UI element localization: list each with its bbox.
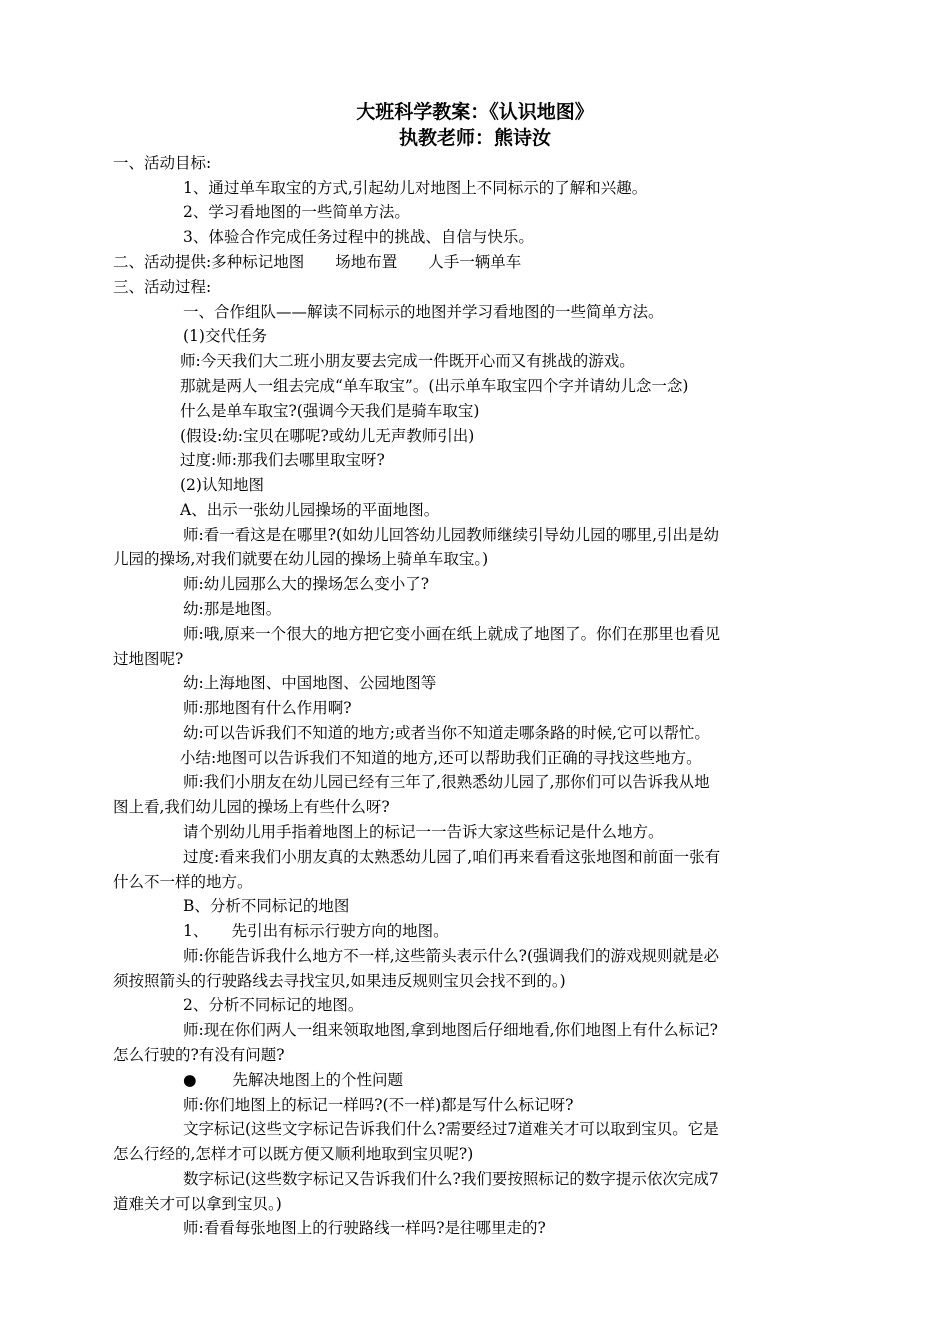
text-line: 三、活动过程: xyxy=(113,278,212,296)
bullet-icon: ● xyxy=(183,1071,197,1089)
text-line: 师:那地图有什么作用啊? xyxy=(183,699,352,717)
teacher-line: 执教老师：熊诗汝 xyxy=(398,127,551,149)
text-line: 2、分析不同标记的地图。 xyxy=(183,996,364,1014)
text-line: 师:幼儿园那么大的操场怎么变小了? xyxy=(183,575,430,593)
text-line: 师:你能告诉我什么地方不一样,这些箭头表示什么?(强调我们的游戏规则就是必 xyxy=(183,947,720,965)
text-line: 3、体验合作完成任务过程中的挑战、自信与快乐。 xyxy=(183,228,534,246)
text-line: 师:现在你们两人一组来领取地图,拿到地图后仔细地看,你们地图上有什么标记? xyxy=(183,1021,718,1039)
text-line: 师:我们小朋友在幼儿园已经有三年了,很熟悉幼儿园了,那你们可以告诉我从地 xyxy=(183,773,710,791)
text-line: 二、活动提供:多种标记地图 场地布置 人手一辆单车 xyxy=(113,253,522,271)
text-line: 过度:看来我们小朋友真的太熟悉幼儿园了,咱们再来看看这张地图和前面一张有 xyxy=(183,848,721,866)
text-line: A、出示一张幼儿园操场的平面地图。 xyxy=(180,501,440,519)
text-line: 师:哦,原来一个很大的地方把它变小画在纸上就成了地图了。你们在那里也看见 xyxy=(183,625,721,643)
text-line: 一、活动目标: xyxy=(113,154,212,172)
bullet-line xyxy=(183,1068,865,1092)
text-line: 师:你们地图上的标记一样吗?(不一样)都是写什么标记呀? xyxy=(183,1096,574,1114)
text-line: 怎么行驶的?有没有问题? xyxy=(113,1046,285,1064)
text-line: 一、合作组队——解读不同标示的地图并学习看地图的一些简单方法。 xyxy=(183,303,664,321)
text-line: 1、 先引出有标示行驶方向的地图。 xyxy=(183,922,449,940)
text-line: (假设:幼:宝贝在哪呢?或幼儿无声教师引出) xyxy=(180,427,475,445)
text-line: 儿园的操场,对我们就要在幼儿园的操场上骑单车取宝。) xyxy=(113,550,489,568)
text-line: 师:今天我们大二班小朋友要去完成一件既开心而又有挑战的游戏。 xyxy=(180,352,635,370)
text-line: 小结:地图可以告诉我们不知道的地方,还可以帮助我们正确的寻找这些地方。 xyxy=(180,749,702,767)
text-line: 幼:可以告诉我们不知道的地方;或者当你不知道走哪条路的时候,它可以帮忙。 xyxy=(183,724,710,742)
text-line: 幼:那是地图。 xyxy=(183,600,282,618)
text-line: 幼:上海地图、中国地图、公园地图等 xyxy=(183,674,437,692)
text-line: 怎么行经的,怎样才可以既方便又顺利地取到宝贝呢?) xyxy=(113,1145,474,1163)
text-line: 那就是两人一组去完成“单车取宝”。(出示单车取宝四个字并请幼儿念一念) xyxy=(180,377,689,395)
text-line: 先解决地图上的个性问题 xyxy=(232,1071,404,1089)
text-line: 什么不一样的地方。 xyxy=(113,873,253,891)
text-line: 过地图呢? xyxy=(113,650,184,668)
text-line: 2、学习看地图的一些简单方法。 xyxy=(183,203,410,221)
text-line: 图上看,我们幼儿园的操场上有些什么呀? xyxy=(113,798,390,816)
text-line: 请个别幼儿用手指着地图上的标记一一告诉大家这些标记是什么地方。 xyxy=(183,823,664,841)
text-line: 什么是单车取宝?(强调今天我们是骑车取宝) xyxy=(180,402,480,420)
text-line: 文字标记(这些文字标记告诉我们什么?需要经过7道难关才可以取到宝贝。它是 xyxy=(183,1120,719,1138)
text-line: 师:看看每张地图上的行驶路线一样吗?是往哪里走的? xyxy=(183,1219,546,1237)
text-line: 须按照箭头的行驶路线去寻找宝贝,如果违反规则宝贝会找不到的。) xyxy=(113,972,566,990)
text-line: B、分析不同标记的地图 xyxy=(183,897,350,915)
document-title: 大班科学教案：《认识地图》 xyxy=(356,101,594,123)
text-line: 道难关才可以拿到宝贝。) xyxy=(113,1195,282,1213)
text-line: 数字标记(这些数字标记又告诉我们什么?我们要按照标记的数字提示依次完成7 xyxy=(183,1170,719,1188)
text-line: (1)交代任务 xyxy=(183,327,267,345)
text-line: 1、通过单车取宝的方式,引起幼儿对地图上不同标示的了解和兴趣。 xyxy=(183,179,648,197)
text-line: (2)认知地图 xyxy=(180,476,264,494)
text-line: 过度:师:那我们去哪里取宝呀? xyxy=(180,451,385,469)
text-line: 师:看一看这是在哪里?(如幼儿回答幼儿园教师继续引导幼儿园的哪里,引出是幼 xyxy=(183,526,720,544)
